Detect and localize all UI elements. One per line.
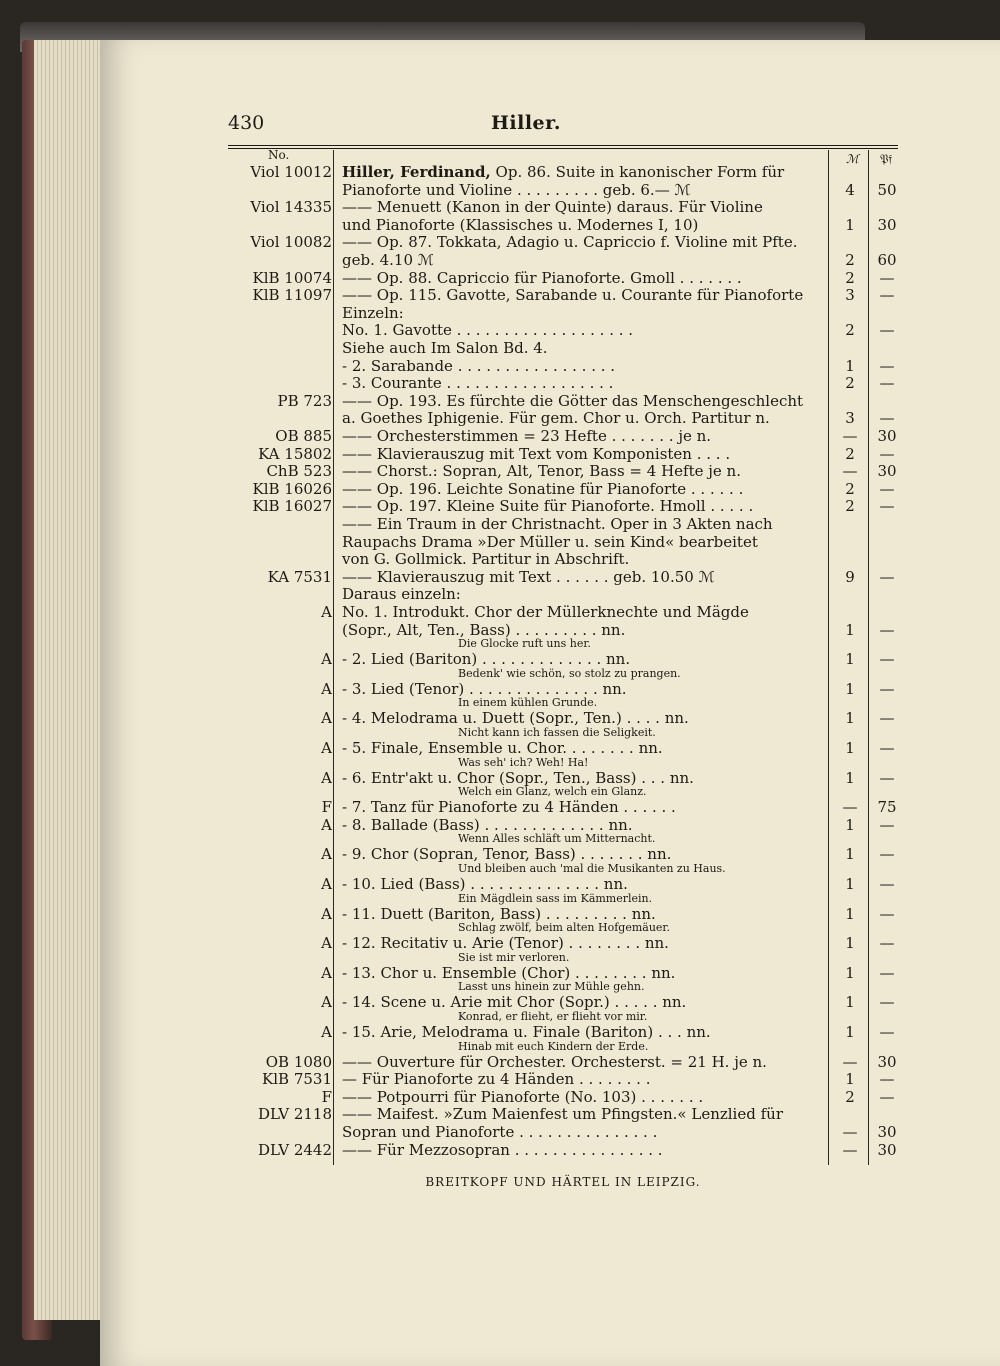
catalog-number: OB 1080 — [265, 1052, 332, 1071]
column-divider-2 — [828, 150, 829, 1165]
catalog-line — [0, 567, 1000, 586]
incipit-text: Die Glocke ruft uns her. — [458, 637, 591, 651]
incipit-text: Ein Mägdlein sass im Kämmerlein. — [458, 891, 653, 905]
price-pfennig: — — [879, 620, 895, 639]
price-pfennig: — — [879, 768, 895, 787]
incipit-text: Und bleiben auch 'mal die Musikanten zu Haus. — [458, 862, 726, 875]
price-pfennig: — — [879, 374, 895, 393]
price-pfennig: — — [879, 875, 895, 893]
price-pfennig: — — [879, 567, 895, 586]
entry-text: - 3. Lied (Tenor) . . . . . . . . . . . . . . nn. — [342, 679, 627, 698]
price-mark: 4 — [845, 180, 855, 199]
catalog-number: A — [321, 815, 332, 834]
entry-text: —— Klavierauszug mit Text . . . . . . geb. 10.50 ℳ — [342, 567, 715, 586]
price-pfennig: — — [879, 1023, 895, 1041]
column-mark-heading: ℳ — [846, 152, 859, 166]
page-header — [228, 112, 824, 140]
price-mark: 2 — [845, 374, 855, 393]
catalog-number: KA 15802 — [258, 444, 332, 463]
incipit-text: Konrad, er flieht, er flieht vor mir. — [458, 1010, 648, 1023]
catalog-line — [0, 198, 1000, 217]
running-head: Hiller. — [490, 112, 562, 134]
price-mark: 9 — [845, 567, 855, 586]
price-mark: 1 — [845, 679, 855, 698]
price-mark: 1 — [845, 620, 855, 639]
catalog-line — [0, 180, 1000, 199]
entry-text: — Für Pianoforte zu 4 Händen . . . . . . . . — [342, 1070, 651, 1089]
catalog-line — [0, 921, 1000, 935]
catalog-line — [0, 1087, 1000, 1106]
catalog-line — [0, 409, 1000, 428]
catalog-line — [0, 462, 1000, 481]
price-pfennig: — — [879, 409, 895, 428]
catalog-number: A — [321, 768, 332, 787]
price-mark: 1 — [845, 875, 855, 893]
catalog-line — [0, 875, 1000, 893]
entry-text: - 14. Scene u. Arie mit Chor (Sopr.) . . . . . nn. — [342, 993, 687, 1012]
price-mark: 1 — [845, 904, 855, 923]
entry-text: - 11. Duett (Bariton, Bass) . . . . . . . . . nn. — [342, 904, 656, 923]
entry-text: —— Op. 87. Tokkata, Adagio u. Capriccio f. Violine mit Pfte. — [342, 233, 798, 252]
price-mark: 2 — [845, 1087, 855, 1106]
catalog-line — [0, 709, 1000, 728]
price-mark: 3 — [845, 409, 855, 428]
catalog-number: KlB 16027 — [252, 497, 332, 516]
entry-text: —— Ein Traum in der Christnacht. Oper in 3 Akten nach — [342, 515, 773, 533]
catalog-number: Viol 10012 — [250, 163, 332, 181]
entry-text: Einzeln: — [342, 303, 404, 322]
price-mark: 1 — [845, 709, 855, 728]
incipit-text: Nicht kann ich fassen die Seligkeit. — [458, 726, 656, 739]
catalog-line — [0, 679, 1000, 698]
catalog-line — [0, 550, 1000, 569]
entry-text: - 9. Chor (Sopran, Tenor, Bass) . . . . . . . nn. — [342, 845, 672, 864]
price-mark: 1 — [845, 845, 855, 864]
price-pfennig: — — [879, 650, 895, 669]
catalog-number: KlB 16026 — [252, 479, 332, 498]
incipit-text: Was seh' ich? Weh! Ha! — [458, 755, 589, 769]
catalog-line — [0, 891, 1000, 905]
publisher-footer: BREITKOPF UND HÄRTEL IN LEIPZIG. — [425, 1175, 701, 1189]
catalog-number: A — [321, 650, 332, 669]
catalog-line — [0, 950, 1000, 964]
catalog-line — [0, 620, 1000, 639]
catalog-line — [0, 479, 1000, 498]
price-mark: 1 — [845, 993, 855, 1012]
entry-text: Raupachs Drama »Der Müller u. sein Kind« bearbeitet — [342, 532, 758, 551]
catalog-line — [0, 251, 1000, 269]
price-mark: — — [842, 1123, 858, 1141]
entry-text: Siehe auch Im Salon Bd. 4. — [342, 339, 548, 357]
price-mark: 1 — [845, 356, 855, 375]
catalog-number: A — [321, 603, 332, 621]
price-pfennig: 60 — [877, 251, 897, 269]
catalog-line — [0, 904, 1000, 923]
incipit-text: Bedenk' wie schön, so stolz zu prangen. — [458, 666, 681, 680]
catalog-line — [0, 356, 1000, 375]
price-pfennig: 30 — [877, 1140, 897, 1159]
entry-text: —— Maifest. »Zum Maienfest um Pfingsten.« Lenzlied für — [342, 1105, 783, 1124]
price-mark: 2 — [845, 251, 855, 269]
header-rule — [228, 145, 898, 146]
incipit-text: Hinab mit euch Kindern der Erde. — [458, 1039, 649, 1053]
price-mark: 1 — [845, 963, 855, 982]
price-mark: 2 — [845, 444, 855, 463]
catalog-number: A — [321, 934, 332, 953]
entry-text: - 8. Ballade (Bass) . . . . . . . . . . . . . nn. — [342, 815, 633, 834]
entry-text: —— Op. 115. Gavotte, Sarabande u. Courante für Pianoforte — [342, 286, 804, 305]
column-divider-1 — [333, 150, 334, 1165]
catalog-line — [0, 768, 1000, 787]
price-pfennig: 75 — [877, 798, 897, 817]
header-rule-2 — [228, 148, 898, 149]
catalog-line — [0, 603, 1000, 621]
catalog-line — [0, 1010, 1000, 1023]
catalog-line — [0, 696, 1000, 710]
entry-text: Hiller, Ferdinand, Op. 86. Suite in kanonischer Form für — [342, 163, 785, 181]
entry-text: —— Orchesterstimmen = 23 Hefte . . . . . . . je n. — [342, 427, 712, 445]
catalog-line — [0, 1123, 1000, 1141]
catalog-line — [0, 934, 1000, 953]
price-pfennig: — — [879, 321, 895, 340]
price-mark: — — [842, 798, 858, 817]
catalog-line — [0, 798, 1000, 817]
entry-text: —— Für Mezzosopran . . . . . . . . . . . . . . . . — [342, 1140, 663, 1159]
price-pfennig: — — [879, 709, 895, 728]
catalog-line — [0, 444, 1000, 463]
catalog-number: OB 885 — [275, 427, 332, 445]
entry-text: —— Ouverture für Orchester. Orchesterst. = 21 H. je n. — [342, 1052, 767, 1071]
entry-text: Pianoforte und Violine . . . . . . . . . geb. 6.— ℳ — [342, 180, 691, 199]
catalog-number: A — [321, 845, 332, 864]
catalog-line — [0, 815, 1000, 834]
catalog-line — [0, 215, 1000, 234]
catalog-number: KlB 10074 — [252, 268, 332, 287]
entry-text: - 6. Entr'akt u. Chor (Sopr., Ten., Bass) . . . nn. — [342, 768, 694, 787]
catalog-line — [0, 993, 1000, 1012]
price-pfennig: 30 — [877, 1123, 897, 1141]
catalog-number: A — [321, 709, 332, 728]
catalog-number: Viol 14335 — [250, 198, 332, 217]
price-mark: 1 — [845, 1023, 855, 1041]
catalog-number: KlB 7531 — [262, 1070, 332, 1089]
price-pfennig: — — [879, 679, 895, 698]
catalog-line — [0, 532, 1000, 551]
catalog-line — [0, 755, 1000, 769]
catalog-number: A — [321, 963, 332, 982]
column-no-heading: No. — [268, 148, 290, 162]
catalog-line — [0, 1052, 1000, 1071]
catalog-number: PB 723 — [277, 391, 332, 410]
entry-text: No. 1. Gavotte . . . . . . . . . . . . . . . . . . . — [342, 321, 634, 340]
price-mark: 2 — [845, 497, 855, 516]
price-pfennig: — — [879, 1070, 895, 1089]
entry-text: Daraus einzeln: — [342, 585, 461, 604]
entry-text: - 13. Chor u. Ensemble (Chor) . . . . . . . . nn. — [342, 963, 676, 982]
catalog-number: A — [321, 904, 332, 923]
catalog-number: A — [321, 875, 332, 893]
catalog-line — [0, 666, 1000, 680]
entry-text: - 4. Melodrama u. Duett (Sopr., Ten.) . . . . nn. — [342, 709, 689, 728]
price-mark: 1 — [845, 1070, 855, 1089]
catalog-line — [0, 845, 1000, 864]
entry-text: - 10. Lied (Bass) . . . . . . . . . . . . . . nn. — [342, 875, 628, 893]
price-mark: 1 — [845, 215, 855, 234]
price-pfennig: 30 — [877, 1052, 897, 1071]
catalog-number: ChB 523 — [266, 462, 332, 481]
catalog-line — [0, 1023, 1000, 1041]
entry-text: - 12. Recitativ u. Arie (Tenor) . . . . . . . . nn. — [342, 934, 669, 953]
catalog-line — [0, 515, 1000, 533]
incipit-text: Schlag zwölf, beim alten Hofgemäuer. — [458, 921, 670, 935]
catalog-number: F — [321, 798, 332, 817]
entry-text: und Pianoforte (Klassisches u. Modernes I, 10) — [342, 215, 699, 234]
entry-text: —— Op. 193. Es fürchte die Götter das Menschengeschlecht — [342, 391, 804, 410]
catalog-number: DLV 2118 — [258, 1105, 332, 1124]
price-mark: — — [842, 1140, 858, 1159]
price-pfennig: — — [879, 286, 895, 305]
catalog-line — [0, 427, 1000, 445]
incipit-text: In einem kühlen Grunde. — [458, 696, 598, 710]
price-mark: 2 — [845, 479, 855, 498]
price-mark: 1 — [845, 934, 855, 953]
catalog-line — [0, 785, 1000, 799]
entry-text: No. 1. Introdukt. Chor der Müllerknechte und Mägde — [342, 603, 749, 621]
incipit-text: Sie ist mir verloren. — [458, 950, 570, 964]
entry-text: - 15. Arie, Melodrama u. Finale (Bariton) . . . nn. — [342, 1023, 711, 1041]
price-pfennig: — — [879, 934, 895, 953]
price-pfennig: — — [879, 1087, 895, 1106]
catalog-line — [0, 832, 1000, 846]
entry-text: - 3. Courante . . . . . . . . . . . . . . . . . . — [342, 374, 614, 393]
catalog-line — [0, 286, 1000, 305]
entry-text: a. Goethes Iphigenie. Für gem. Chor u. Orch. Partitur n. — [342, 409, 770, 428]
price-pfennig: — — [879, 904, 895, 923]
catalog-line — [0, 268, 1000, 287]
catalog-number: KA 7531 — [267, 567, 332, 586]
catalog-line — [0, 637, 1000, 651]
entry-text: (Sopr., Alt, Ten., Bass) . . . . . . . . . nn. — [342, 620, 626, 639]
price-pfennig: 30 — [877, 462, 897, 481]
entry-text: —— Menuett (Kanon in der Quinte) daraus. Für Violine — [342, 198, 763, 217]
catalog-number: KlB 11097 — [252, 286, 332, 305]
price-pfennig: 30 — [877, 427, 897, 445]
price-mark: — — [842, 462, 858, 481]
catalog-line — [0, 374, 1000, 393]
entry-text: —— Op. 196. Leichte Sonatine für Pianoforte . . . . . . — [342, 479, 744, 498]
price-pfennig: — — [879, 963, 895, 982]
entry-text: —— Op. 197. Kleine Suite für Pianoforte. Hmoll . . . . . — [342, 497, 754, 516]
price-mark: 1 — [845, 815, 855, 834]
catalog-number: DLV 2442 — [258, 1140, 332, 1159]
catalog-line — [0, 1039, 1000, 1053]
column-pf-heading: 𝔓𝔣 — [880, 152, 893, 166]
catalog-line — [0, 339, 1000, 357]
catalog-number: A — [321, 739, 332, 757]
entry-text: - 2. Lied (Bariton) . . . . . . . . . . . . . nn. — [342, 650, 631, 669]
entry-text: - 2. Sarabande . . . . . . . . . . . . . . . . . — [342, 356, 616, 375]
catalog-line — [0, 1070, 1000, 1089]
catalog-line — [0, 233, 1000, 252]
entry-text: - 5. Finale, Ensemble u. Chor. . . . . . . . nn. — [342, 739, 663, 757]
price-mark: 1 — [845, 739, 855, 757]
catalog-line — [0, 650, 1000, 669]
catalog-number: A — [321, 679, 332, 698]
entry-text: —— Op. 88. Capriccio für Pianoforte. Gmoll . . . . . . . — [342, 268, 742, 287]
catalog-line — [0, 163, 1000, 181]
entry-text: geb. 4.10 ℳ — [342, 251, 434, 269]
entry-text: —— Klavierauszug mit Text vom Komponisten . . . . — [342, 444, 731, 463]
price-pfennig: — — [879, 739, 895, 757]
catalog-number: A — [321, 993, 332, 1012]
price-mark: 2 — [845, 321, 855, 340]
catalog-line — [0, 497, 1000, 516]
catalog-line — [0, 303, 1000, 322]
catalog-number: A — [321, 1023, 332, 1041]
price-mark: 3 — [845, 286, 855, 305]
price-mark: — — [842, 427, 858, 445]
entry-text: —— Chorst.: Sopran, Alt, Tenor, Bass = 4 Hefte je n. — [342, 462, 741, 481]
catalog-line — [0, 1140, 1000, 1159]
entry-text: von G. Gollmick. Partitur in Abschrift. — [342, 550, 630, 569]
price-pfennig: 50 — [877, 180, 897, 199]
price-pfennig: — — [879, 444, 895, 463]
catalog-line — [0, 1105, 1000, 1124]
price-pfennig: — — [879, 268, 895, 287]
price-mark: 1 — [845, 650, 855, 669]
catalog-line — [0, 980, 1000, 994]
catalog-line — [0, 585, 1000, 604]
catalog-line — [0, 321, 1000, 340]
price-mark: — — [842, 1052, 858, 1071]
price-mark: 2 — [845, 268, 855, 287]
entry-text: —— Potpourri für Pianoforte (No. 103) . . . . . . . — [342, 1087, 704, 1106]
price-pfennig: — — [879, 845, 895, 864]
incipit-text: Welch ein Glanz, welch ein Glanz. — [458, 785, 647, 799]
catalog-line — [0, 862, 1000, 875]
catalog-line — [0, 739, 1000, 757]
price-pfennig: — — [879, 815, 895, 834]
incipit-text: Wenn Alles schläft um Mitternacht. — [458, 832, 656, 846]
entry-text: - 7. Tanz für Pianoforte zu 4 Händen . . . . . . — [342, 798, 676, 817]
price-pfennig: 30 — [877, 215, 897, 234]
price-mark: 1 — [845, 768, 855, 787]
page-number: 430 — [228, 112, 265, 134]
price-pfennig: — — [879, 497, 895, 516]
price-pfennig: — — [879, 356, 895, 375]
catalog-line — [0, 963, 1000, 982]
catalog-line — [0, 391, 1000, 410]
price-pfennig: — — [879, 479, 895, 498]
catalog-number: Viol 10082 — [250, 233, 332, 252]
entry-text: Sopran und Pianoforte . . . . . . . . . . . . . . . — [342, 1123, 658, 1141]
catalog-number: F — [321, 1087, 332, 1106]
incipit-text: Lasst uns hinein zur Mühle gehn. — [458, 980, 645, 994]
catalog-line — [0, 726, 1000, 739]
price-pfennig: — — [879, 993, 895, 1012]
